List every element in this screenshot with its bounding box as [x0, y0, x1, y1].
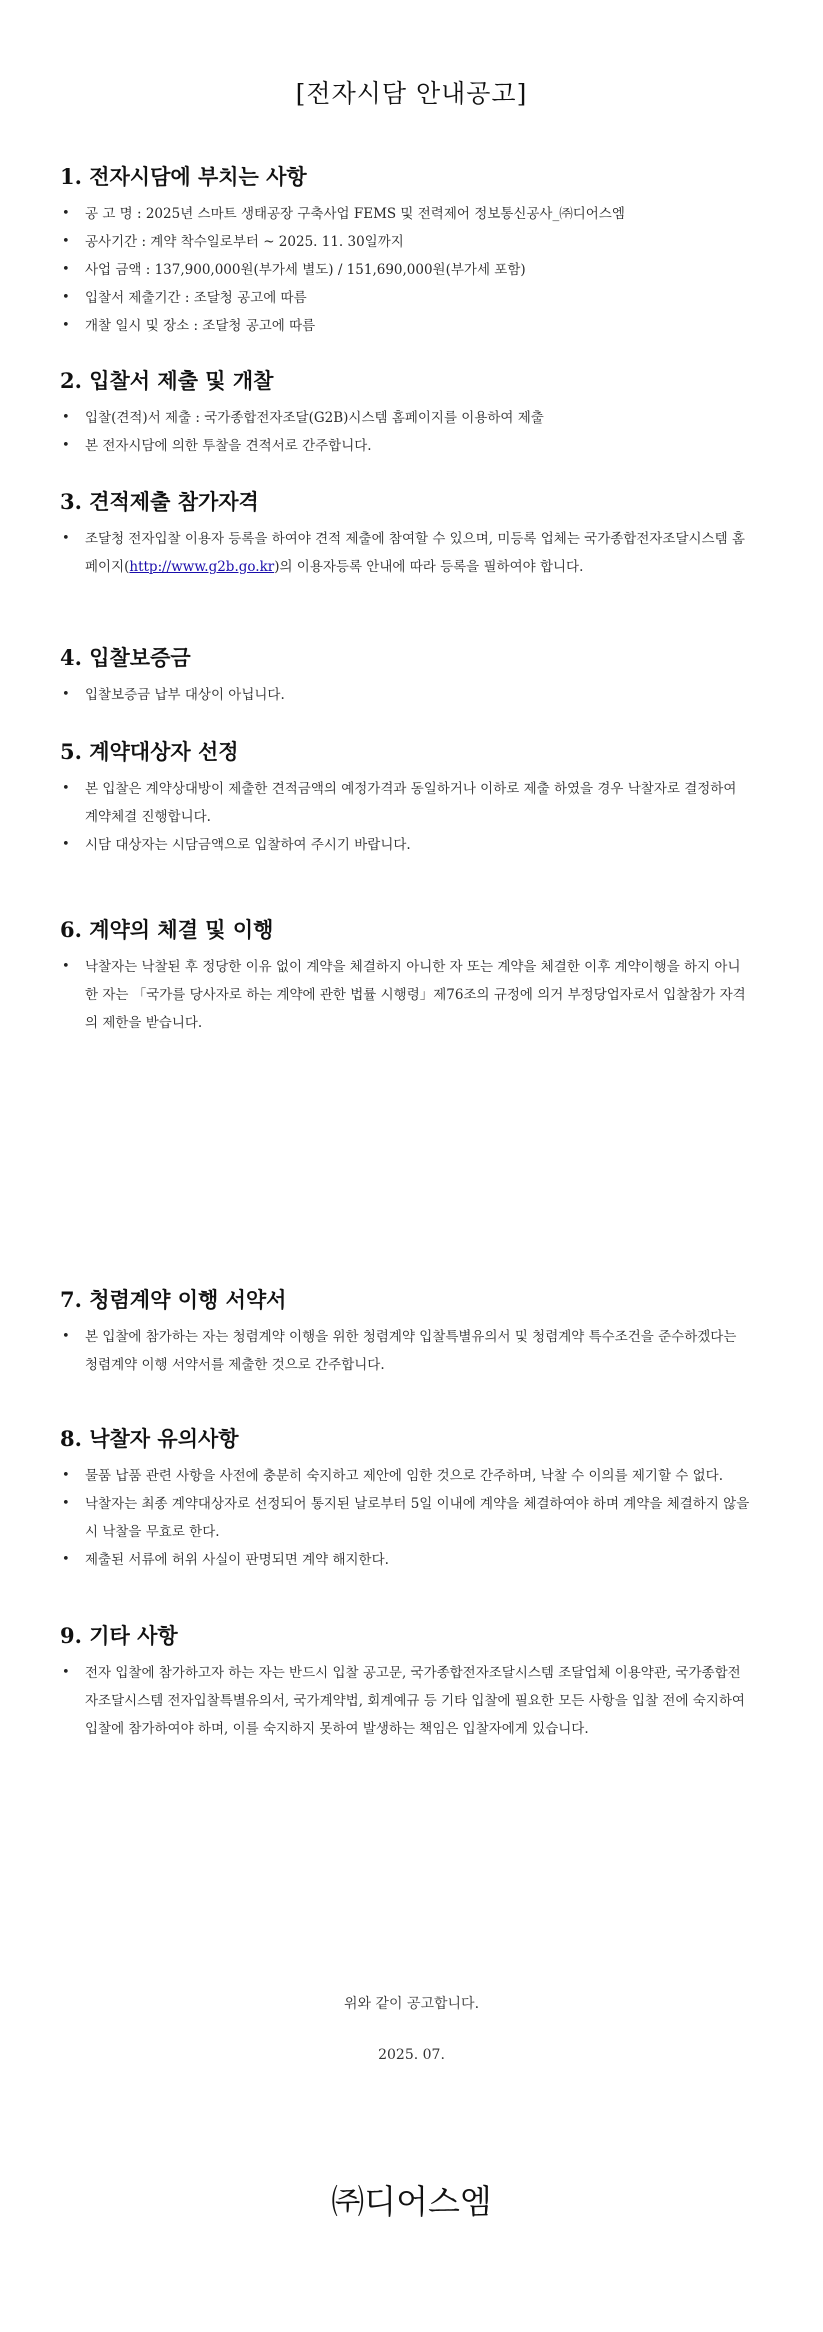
notice-date: 2025. 07. [378, 2047, 445, 2063]
list-item [60, 525, 750, 581]
list-item: • 시담 대상자는 시담금액으로 입찰하여 주시기 바랍니다. [60, 831, 750, 859]
list-item: • 입찰보증금 납부 대상이 아닙니다. [60, 681, 750, 709]
item-text: )의 이용자등록 안내에 따라 등록을 필하여야 합니다. [274, 559, 584, 575]
list-item: • 낙찰자는 최종 계약대상자로 선정되어 통지된 날로부터 5일 이내에 계약을 체결하여야 하며 계약을 체결하지 않을 시 낙찰을 무효로 한다. [60, 1490, 750, 1546]
bullet-list [60, 1659, 750, 1743]
list-item: • 전자 입찰에 참가하고자 하는 자는 반드시 입찰 공고문, 국가종합전자조달시스템 조달업체 이용약관, 국가종합전자조달시스템 전자입찰특별유의서, 국가계약법, 회계예규 등 기타 입찰에 필요한 모든 사항을 입찰 전에 숙지하여 입찰에 참가하여야 하며, 이를 숙지하지 못하여 발생하는 책임은 입찰자에게 있습니다. [60, 1659, 750, 1743]
section-heading: 3. 견적제출 참가자격 [60, 489, 259, 514]
section-other-matters [60, 1621, 750, 1743]
list-item: • 입찰(견적)서 제출 : 국가종합전자조달(G2B)시스템 홈페이지를 이용하여 제출 [60, 404, 750, 432]
section-bid-deposit [60, 643, 750, 709]
item-text: 조달청 전자입찰 이용자 등록을 하여야 견적 제출에 참여할 수 있으며, 미등록 업체는 국가종합전자조달시스템 홈페이지( [85, 531, 745, 575]
list-item: • 본 입찰은 계약상대방이 제출한 견적금액의 예정가격과 동일하거나 이하로 제출 하였을 경우 낙찰자로 결정하여 계약체결 진행합니다. [60, 775, 750, 831]
list-item: • 낙찰자는 낙찰된 후 정당한 이유 없이 계약을 체결하지 아니한 자 또는 계약을 체결한 이후 계약이행을 하지 아니한 자는 「국가를 당사자로 하는 계약에 관한 법률 시행령」제76조의 규정에 의거 부정당업자로서 입찰참가 자격의 제한을 받습니다. [60, 953, 750, 1037]
bullet-list [60, 953, 750, 1037]
list-item: • 제출된 서류에 허위 사실이 판명되면 계약 해지한다. [60, 1546, 750, 1574]
bullet-list [60, 1462, 750, 1574]
section-heading: 9. 기타 사항 [60, 1623, 178, 1648]
section-heading: 5. 계약대상자 선정 [60, 739, 239, 764]
section-integrity-pledge [60, 1285, 750, 1379]
section-submission-opening [60, 366, 750, 460]
bullet-list [60, 525, 750, 581]
list-item: • 본 전자시담에 의한 투찰을 견적서로 간주합니다. [60, 432, 750, 460]
list-item: • 개찰 일시 및 장소 : 조달청 공고에 따름 [60, 312, 750, 340]
g2b-link[interactable]: http://www.g2b.go.kr [129, 559, 275, 575]
bullet-list [60, 1323, 750, 1379]
section-heading: 7. 청렴계약 이행 서약서 [60, 1287, 287, 1312]
list-item: • 공사기간 : 계약 착수일로부터 ~ 2025. 11. 30일까지 [60, 228, 750, 256]
list-item: • 사업 금액 : 137,900,000원(부가세 별도) / 151,690,000원(부가세 포함) [60, 256, 750, 284]
company-name: ㈜디어스엠 [331, 2182, 492, 2221]
bullet-list [60, 775, 750, 859]
bullet-list [60, 404, 750, 460]
list-item: • 입찰서 제출기간 : 조달청 공고에 따름 [60, 284, 750, 312]
section-contractor-selection [60, 737, 750, 859]
bullet-list [60, 681, 750, 709]
section-heading: 4. 입찰보증금 [60, 645, 191, 670]
bullet-list [60, 200, 750, 340]
section-heading: 8. 낙찰자 유의사항 [60, 1426, 239, 1451]
section-heading: 2. 입찰서 제출 및 개찰 [60, 368, 274, 393]
section-winner-notes [60, 1424, 750, 1574]
list-item: • 물품 납품 관련 사항을 사전에 충분히 숙지하고 제안에 임한 것으로 간주하며, 낙찰 수 이의를 제기할 수 없다. [60, 1462, 750, 1490]
section-eligibility [60, 487, 750, 581]
section-heading: 1. 전자시담에 부치는 사항 [60, 164, 307, 189]
list-item: • 본 입찰에 참가하는 자는 청렴계약 이행을 위한 청렴계약 입찰특별유의서 및 청렴계약 특수조건을 준수하겠다는 청렴계약 이행 서약서를 제출한 것으로 간주합니다. [60, 1323, 750, 1379]
section-bidding-items [60, 162, 750, 340]
section-heading: 6. 계약의 체결 및 이행 [60, 917, 274, 942]
document-title: [전자시담 안내공고] [295, 79, 528, 108]
list-item: • 공 고 명 : 2025년 스마트 생태공장 구축사업 FEMS 및 전력제어 정보통신공사_㈜디어스엠 [60, 200, 750, 228]
closing-statement: 위와 같이 공고합니다. [343, 1996, 480, 2012]
section-contract-execution [60, 915, 750, 1037]
